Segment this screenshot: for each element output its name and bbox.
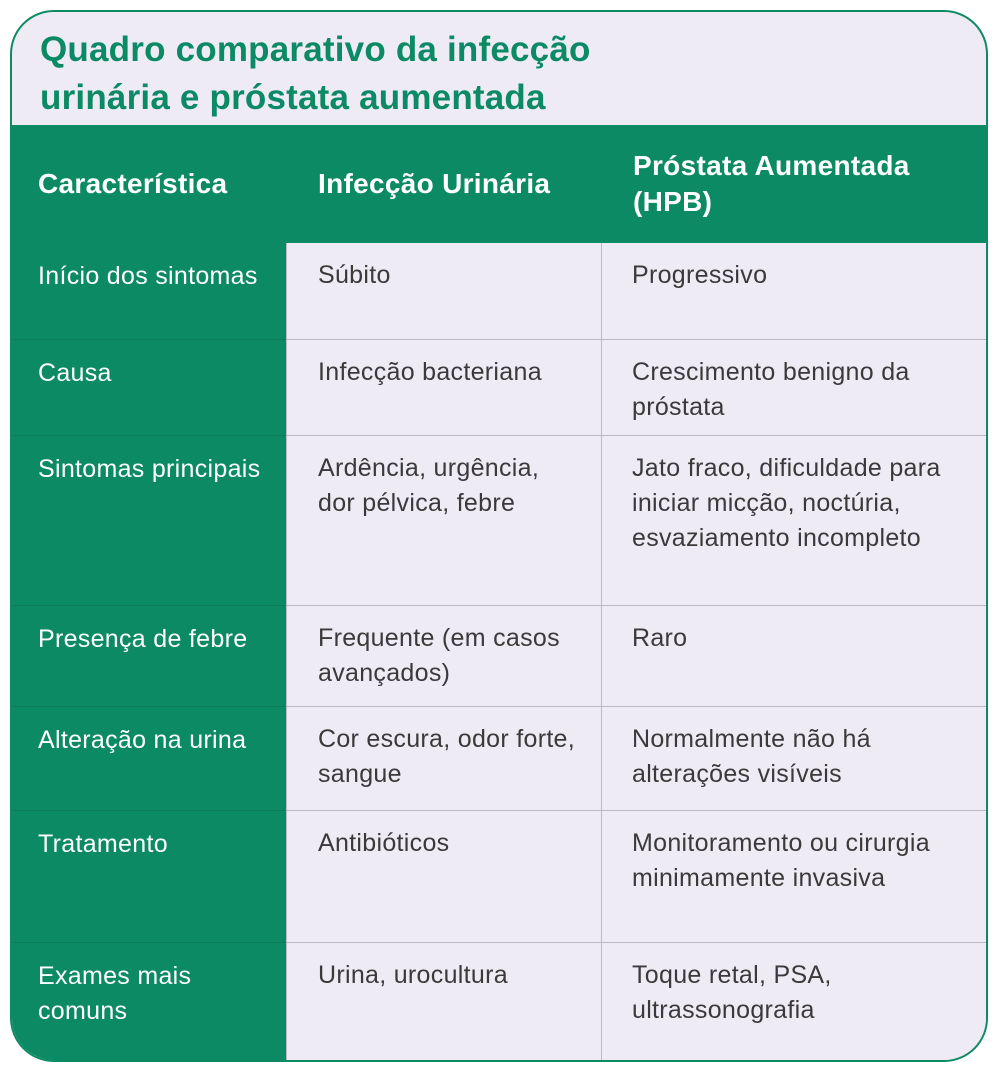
cell-hpb-exams: Toque retal, PSA, ultrassonografia: [601, 943, 988, 1062]
comparison-table: [12, 125, 988, 1062]
cell-hpb-fever: Raro: [601, 606, 988, 707]
row-label-fever: Presença de febre: [12, 606, 286, 707]
cell-hpb-main-symptoms: Jato fraco, dificuldade para iniciar micção, noctúria, esvaziamento incompleto: [601, 436, 988, 606]
cell-hpb-cause: Crescimento benigno da próstata: [601, 340, 988, 436]
cell-infection-cause: Infecção bacteriana: [286, 340, 601, 436]
comparison-card: [10, 10, 988, 1062]
page-title: [40, 26, 940, 122]
row-label-exams: Exames mais comuns: [12, 943, 286, 1062]
row-label-cause: Causa: [12, 340, 286, 436]
header-urinary-infection: Infecção Urinária: [286, 125, 601, 243]
cell-hpb-symptom-onset: Progressivo: [601, 243, 988, 340]
row-label-symptom-onset: Início dos sintomas: [12, 243, 286, 340]
title-line-2: urinária e próstata aumentada: [40, 78, 546, 117]
header-characteristic: Característica: [12, 125, 286, 243]
row-label-treatment: Tratamento: [12, 811, 286, 943]
cell-hpb-urine-change: Normalmente não há alterações visíveis: [601, 707, 988, 811]
cell-infection-main-symptoms: Ardência, urgência, dor pélvica, febre: [286, 436, 601, 606]
header-enlarged-prostate: Próstata Aumentada (HPB): [601, 125, 988, 243]
cell-infection-urine-change: Cor escura, odor forte, sangue: [286, 707, 601, 811]
cell-infection-treatment: Antibióticos: [286, 811, 601, 943]
cell-infection-symptom-onset: Súbito: [286, 243, 601, 340]
title-line-1: Quadro comparativo da infecção: [40, 30, 591, 69]
cell-infection-exams: Urina, urocultura: [286, 943, 601, 1062]
cell-hpb-treatment: Monitoramento ou cirurgia minimamente invasiva: [601, 811, 988, 943]
row-label-urine-change: Alteração na urina: [12, 707, 286, 811]
cell-infection-fever: Frequente (em casos avançados): [286, 606, 601, 707]
row-label-main-symptoms: Sintomas principais: [12, 436, 286, 606]
